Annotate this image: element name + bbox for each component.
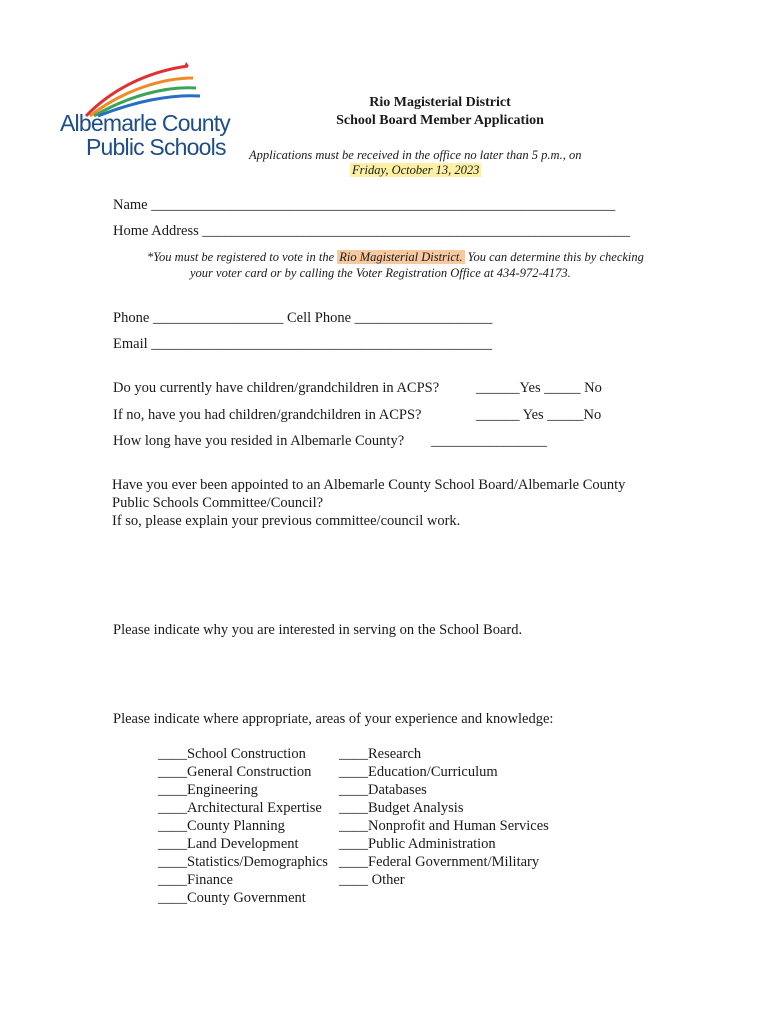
q-current-children-answer[interactable]: ______Yes _____ No xyxy=(476,380,602,396)
home-address-field[interactable]: Home Address ___________________________________________________________ xyxy=(113,223,631,239)
experience-item[interactable]: ____Finance xyxy=(158,872,233,888)
q-current-children: Do you currently have children/grandchildren in ACPS? xyxy=(113,380,440,396)
voter-note-line1 xyxy=(147,250,644,265)
experience-item[interactable]: ____ Other xyxy=(339,872,405,888)
name-field[interactable]: Name ________________________________________________________________ xyxy=(113,197,616,213)
experience-item[interactable]: ____Land Development xyxy=(158,836,299,852)
experience-item[interactable]: ____County Planning xyxy=(158,818,285,834)
form-title-application: School Board Member Application xyxy=(336,113,544,128)
form-title-district: Rio Magisterial District xyxy=(369,95,511,110)
experience-item[interactable]: ____County Government xyxy=(158,890,306,906)
rio-district-highlight: Rio Magisterial District. xyxy=(339,250,463,264)
experience-item[interactable]: ____School Construction xyxy=(158,746,306,762)
q-appointed-line1: Have you ever been appointed to an Albemarle County School Board/Albemarle County xyxy=(112,477,626,493)
experience-item[interactable]: ____Engineering xyxy=(158,782,258,798)
q-past-children-answer[interactable]: ______ Yes _____No xyxy=(476,407,602,423)
voter-note-suffix: You can determine this by checking xyxy=(464,250,644,264)
experience-item[interactable]: ____Statistics/Demographics xyxy=(158,854,328,870)
email-field[interactable]: Email _______________________________________________ xyxy=(113,336,493,352)
experience-item[interactable]: ____Research xyxy=(339,746,422,762)
district-logo xyxy=(58,58,248,168)
logo-text-line2: Public Schools xyxy=(86,134,226,160)
experience-item[interactable]: ____Databases xyxy=(339,782,427,798)
q-appointed-line3: If so, please explain your previous committee/council work. xyxy=(112,513,461,529)
swoosh-icon xyxy=(78,58,243,118)
experience-item[interactable]: ____General Construction xyxy=(158,764,312,780)
q-experience: Please indicate where appropriate, areas of your experience and knowledge: xyxy=(113,711,554,727)
q-appointed-line2: Public Schools Committee/Council? xyxy=(112,495,324,511)
deadline-date-highlight: Friday, October 13, 2023 xyxy=(352,163,480,177)
experience-item[interactable]: ____Federal Government/Military xyxy=(339,854,540,870)
voter-note-line2: your voter card or by calling the Voter Registration Office at 434-972-4173. xyxy=(190,266,571,280)
logo-text-line1: Albemarle County xyxy=(60,110,231,136)
experience-list-right xyxy=(339,745,549,889)
q-past-children: If no, have you had children/grandchildren in ACPS? xyxy=(113,407,422,423)
deadline-notice: Applications must be received in the office no later than 5 p.m., on xyxy=(249,148,582,162)
experience-item[interactable]: ____Public Administration xyxy=(339,836,496,852)
q-residence-length: How long have you resided in Albemarle County? xyxy=(113,433,405,449)
deadline-date xyxy=(350,163,481,178)
q-residence-length-answer[interactable]: ________________ xyxy=(431,433,547,449)
voter-note-prefix: *You must be registered to vote in the xyxy=(147,250,335,264)
experience-item[interactable]: ____Budget Analysis xyxy=(339,800,464,816)
experience-list-left xyxy=(158,745,328,907)
phone-field[interactable]: Phone __________________ Cell Phone ___________________ xyxy=(113,310,493,326)
experience-item[interactable]: ____Nonprofit and Human Services xyxy=(339,818,549,834)
q-interest: Please indicate why you are interested in serving on the School Board. xyxy=(113,622,523,638)
experience-item[interactable]: ____Architectural Expertise xyxy=(158,800,322,816)
experience-item[interactable]: ____Education/Curriculum xyxy=(339,764,498,780)
